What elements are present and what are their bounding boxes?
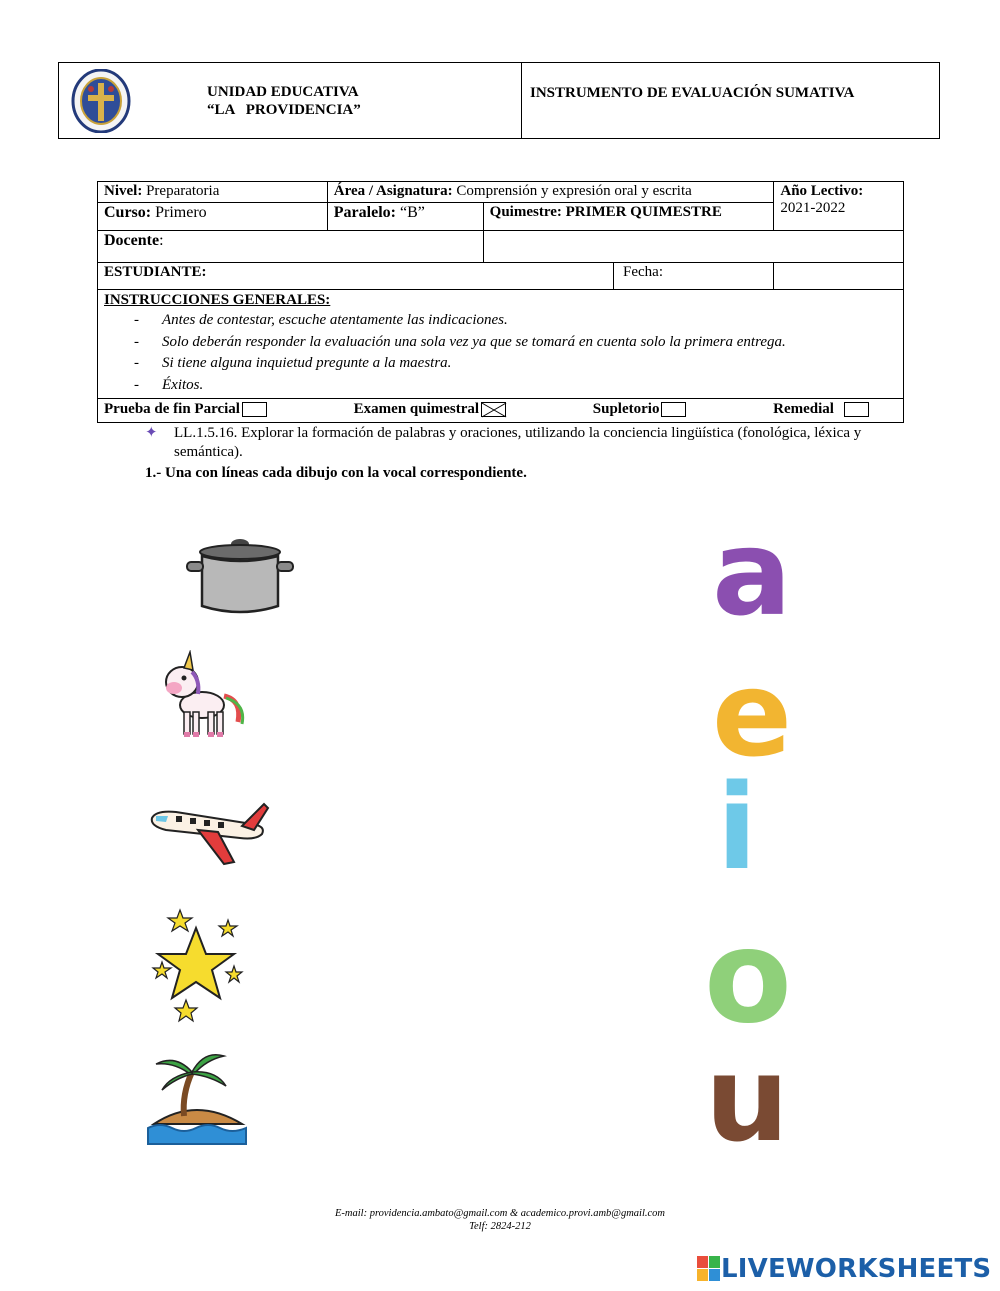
exam-quimestral: Examen quimestral <box>354 401 506 418</box>
exam-supletorio: Supletorio <box>593 401 687 418</box>
paralelo-cell: Paralelo: “B” <box>327 203 483 231</box>
document-header <box>58 62 940 139</box>
liveworksheets-icon <box>697 1256 721 1282</box>
fecha-label: Fecha: <box>623 264 663 280</box>
area-cell: Área / Asignatura: Comprensión y expresión oral y escrita <box>327 182 774 203</box>
exam-parcial: Prueba de fin Parcial <box>104 401 267 418</box>
school-name: UNIDAD EDUCATIVA “LA PROVIDENCIA” <box>207 84 361 118</box>
exam-type-row <box>98 399 904 423</box>
fecha-value-cell[interactable] <box>774 263 904 290</box>
supletorio-checkbox[interactable] <box>661 402 686 417</box>
bullet-arrow-icon: ✦ <box>145 425 158 441</box>
estudiante-label: ESTUDIANTE: <box>98 263 614 289</box>
footer-email: E-mail: providencia.ambato@gmail.com & academico.provi.amb@gmail.com <box>335 1208 665 1219</box>
airplane-icon[interactable] <box>146 800 270 870</box>
question-title: 1.- Una con líneas cada dibujo con la vocal correspondiente. <box>145 465 527 481</box>
curso-cell: Curso: Primero <box>98 203 328 231</box>
estudiante-row <box>98 263 774 290</box>
vowel-o[interactable]: o <box>704 903 792 1052</box>
liveworksheets-logo[interactable] <box>697 1254 991 1284</box>
header-title-cell <box>522 63 939 138</box>
instructions-list <box>104 310 897 396</box>
instrument-title: INSTRUMENTO DE EVALUACIÓN SUMATIVA <box>530 85 855 101</box>
list-item: - Antes de contestar, escuche atentamente las indicaciones. <box>104 310 897 332</box>
list-item: - Solo deberán responder la evaluación una sola vez ya que se tomará en cuenta solo la primera entrega. <box>104 332 897 354</box>
anio-cell: Año Lectivo: 2021-2022 <box>774 182 904 231</box>
instructions-cell <box>98 290 904 399</box>
instructions-title: INSTRUCCIONES GENERALES: <box>104 292 331 308</box>
learning-objective: ✦ LL.1.5.16. Explorar la formación de palabras y oraciones, utilizando la conciencia lingüística (fonológica, léxica y semántica). <box>145 425 862 460</box>
island-icon[interactable] <box>146 1044 250 1148</box>
docente-value-cell[interactable] <box>483 231 903 263</box>
vowel-i[interactable]: i <box>716 758 758 896</box>
vowel-e[interactable]: e <box>711 645 793 783</box>
student-info-table <box>97 181 904 423</box>
docente-cell: Docente: <box>98 231 484 263</box>
list-item: - Éxitos. <box>104 375 897 397</box>
exam-remedial: Remedial <box>773 401 869 418</box>
parcial-checkbox[interactable] <box>242 402 267 417</box>
quimestral-checkbox[interactable] <box>481 402 506 417</box>
header-school-cell <box>59 63 522 138</box>
unicorn-icon[interactable] <box>160 650 246 742</box>
vowel-u[interactable]: u <box>704 1030 789 1168</box>
footer-phone: Telf: 2824-212 <box>469 1221 531 1232</box>
brand-text: LIVEWORKSHEETS <box>721 1254 992 1284</box>
pot-icon[interactable] <box>184 532 296 618</box>
remedial-checkbox[interactable] <box>844 402 869 417</box>
list-item: - Si tiene alguna inquietud pregunte a la maestra. <box>104 353 897 375</box>
quimestre-cell: Quimestre: PRIMER QUIMESTRE <box>483 203 774 231</box>
vowel-a[interactable]: a <box>712 504 792 642</box>
nivel-cell: Nivel: Preparatoria <box>98 182 328 203</box>
school-crest-icon <box>69 69 133 133</box>
star-icon[interactable] <box>150 906 246 1026</box>
